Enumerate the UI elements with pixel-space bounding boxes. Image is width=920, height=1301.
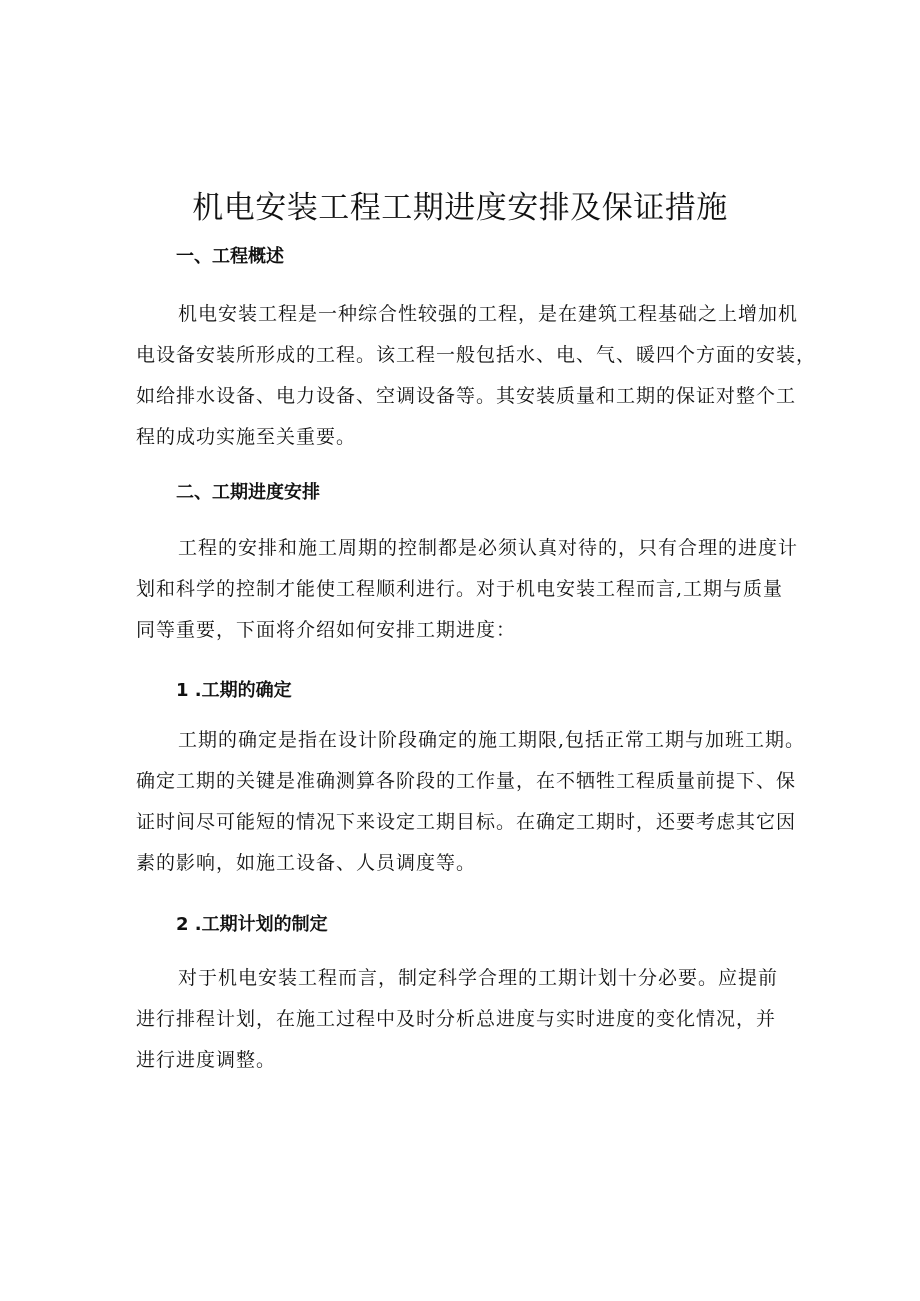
paragraph-line: 电设备安装所形成的工程。该工程一般包括水、电、气、暖四个方面的安装， — [136, 344, 817, 366]
paragraph-line: 同等重要，下面将介绍如何安排工期进度： — [136, 619, 517, 641]
paragraph-line: 工期的确定是指在设计阶段确定的施工期限,包括正常工期与加班工期。 — [178, 729, 806, 751]
paragraph-line: 对于机电安装工程而言，制定科学合理的工期计划十分必要。应提前 — [178, 967, 779, 989]
document-title: 机电安装工程工期进度安排及保证措施 — [192, 190, 728, 226]
paragraph-plan — [136, 958, 796, 1081]
paragraph-line: 划和科学的控制才能使工程顺利进行。对于机电安装工程而言,工期与质量 — [136, 578, 784, 600]
paragraph-line: 素的影响，如施工设备、人员调度等。 — [136, 852, 477, 874]
section-heading-plan: 2 .工期计划的制定 — [176, 914, 328, 935]
paragraph-line: 机电安装工程是一种综合性较强的工程，是在建筑工程基础之上增加机 — [178, 303, 799, 325]
paragraph-line: 证时间尽可能短的情况下来设定工期目标。在确定工期时，还要考虑其它因 — [136, 811, 797, 833]
paragraph-line: 进行排程计划，在施工过程中及时分析总进度与实时进度的变化情况，并 — [136, 1008, 777, 1030]
section-heading-overview: 一、工程概述 — [176, 246, 284, 267]
paragraph-line: 程的成功实施至关重要。 — [136, 426, 357, 448]
paragraph-schedule — [136, 528, 799, 651]
section-heading-schedule: 二、工期进度安排 — [176, 482, 320, 503]
section-heading-duration: 1 .工期的确定 — [176, 680, 292, 701]
paragraph-duration — [136, 720, 806, 884]
paragraph-line: 确定工期的关键是准确测算各阶段的工作量，在不牺牲工程质量前提下、保 — [136, 770, 797, 792]
paragraph-line: 工程的安排和施工周期的控制都是必须认真对待的，只有合理的进度计 — [178, 537, 799, 559]
paragraph-overview — [136, 294, 817, 458]
paragraph-line: 如给排水设备、电力设备、空调设备等。其安装质量和工期的保证对整个工 — [136, 385, 797, 407]
paragraph-line: 进行进度调整。 — [136, 1049, 277, 1071]
